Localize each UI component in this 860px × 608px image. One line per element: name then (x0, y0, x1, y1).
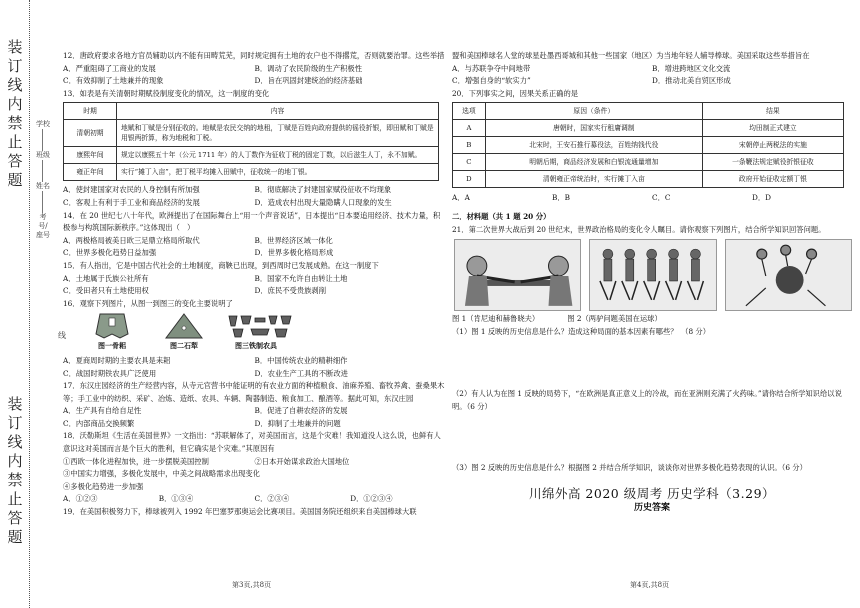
q19-option-a: A．与苏联争夺中间地带 (452, 63, 531, 73)
q15-stem: 15．有人指出，它是中国古代社会的土地制度，商鞅已出现，到西周时已发展成熟。在这一制度下 (63, 260, 379, 270)
table-row: D 清朝雍正帝统治时，实行摊丁入亩 政府开始征收定额丁银 (453, 171, 844, 188)
q18-statement-2: ②日本开始谋求政治大国地位 (254, 456, 350, 466)
q21-caption-2: 图 2（两驴问题美国在运球） (567, 314, 662, 324)
q21-caption-1: 图 1（肯尼迪和赫鲁晓夫） (452, 314, 540, 324)
q20-header-result: 结果 (702, 103, 843, 120)
q20-table (452, 102, 844, 188)
q12-option-a: A．严重阻碍了工商业的发展 (63, 63, 156, 73)
q18-statement-4: ④多极化趋势进一步加强 (63, 481, 144, 491)
bone-spade-image (90, 312, 134, 340)
q15-option-b: B．国家不允许自由转让土地 (254, 273, 348, 283)
q17-option-b: B．促进了自耕农经济的发展 (254, 406, 348, 416)
student-info-fields (36, 120, 50, 240)
cartoon-ball-figures-image (725, 239, 852, 311)
q14-option-b: B．世界经济区域一体化 (254, 235, 333, 245)
q20-stem: 20．下列事实之间，因果关系正确的是 (452, 88, 579, 98)
q18-option-b: B．①③④ (158, 494, 194, 504)
question-19-continued (452, 50, 852, 88)
q18-option-c: C．②③④ (254, 494, 290, 504)
q20-option-c: C．C (652, 193, 671, 203)
q17-stem: 17．东汉庄园经济的生产经营内容，从寺元官营书中能证明的有农业方面的种植粮食、油麻养殖、畜牧养禽、蚕桑果木等；手工业中的纺织、采矿、冶炼、造纸、农具、车辆、陶器制造、粮食加工、酿酒等。据此可知，东汉庄园 (63, 381, 445, 403)
q16-caption-1: 图一骨耜 (98, 341, 126, 351)
answer-section-title: 川绵外高 2020 级周考 历史学科（3.29） (528, 486, 776, 502)
iron-tools-image (225, 312, 295, 340)
q18-statement-1: ①西欧一体化进程加快，进一步摆脱美国控制 (63, 456, 209, 466)
page-number-right: 第4页,共8页 (630, 581, 670, 589)
q21-subquestion-2: （2）有人认为在图 1 反映的局势下，“在欧洲是真正意义上的冷战，而在亚洲则充满了火药味。”请你结合所学知识给以说明。（6 分） (452, 389, 842, 411)
table-row: 康熙年间 规定以康熙五十年（公元 1711 年）的人丁数作为征收丁税的固定丁数，以后滋生人丁，永不加赋。 (64, 147, 439, 164)
q21-images (454, 239, 852, 311)
q16-caption-3: 图三铁制农具 (235, 341, 277, 351)
q16-images (81, 312, 446, 353)
q13-option-a: A．使封建国家对农民的人身控制有所加强 (63, 185, 200, 195)
q18-stem: 18．沃勒斯坦《生活在美国世界》一文指出：“苏联解体了，对美国而言，这是个灾难！我知道没人这么说，也鲜有人意识这对美国而言是个巨大的胜利，但它确实是个灾难。”其原因有 (63, 431, 441, 454)
q20-header-option: 选项 (453, 103, 486, 120)
q18-option-a: A．①②③ (63, 494, 98, 504)
cartoon-marching-figures-image (589, 239, 716, 311)
q16-option-c: C．战国时期铁农具广泛使用 (63, 368, 157, 378)
q19-option-b: B．增进跨地区文化交流 (652, 63, 731, 73)
q19-stem-cont: 盟和美国棒球名人堂的球星赴墨西哥城和其他一些国家（地区）为当地年轻人辅导棒球。美国采取这些举措旨在 (452, 51, 810, 60)
page-number-left: 第3页,共8页 (232, 581, 272, 589)
q16-option-a: A．夏商周时期的主要农具是耒耜 (63, 355, 171, 365)
question-16 (63, 298, 446, 380)
q14-option-a: A．两极格局被美日欧三足鼎立格局所取代 (63, 235, 200, 245)
q14-option-c: C．世界多极化趋势日益加强 (63, 248, 157, 258)
q12-option-c: C．有效抑制了土地兼并的现象 (63, 76, 164, 86)
seal-warning-top: 装订线内禁止答题 (7, 38, 23, 189)
question-21 (452, 224, 852, 475)
q13-option-b: B．彻底解决了封建国家赋役征收不均现象 (254, 185, 392, 195)
q15-option-c: C．受田者只有土地使用权 (63, 286, 149, 296)
stone-plough-image (162, 312, 206, 340)
q21-stem: 21．第二次世界大战后到 20 世纪末，世界政治格局的变化令人瞩目。请你观察下列图片，结合所学知识回答问题。 (452, 224, 826, 234)
page-4-column (452, 50, 852, 514)
q19-option-c: C．增强自身的“软实力” (452, 76, 531, 86)
q19-option-d: D．推动北美自贸区形成 (652, 76, 731, 86)
question-14 (63, 210, 446, 260)
section-heading-material: 二．材料题（共 1 题 20 分） (452, 211, 551, 221)
q12-option-d: D．旨在巩固封建统治的经济基础 (254, 76, 363, 86)
q16-option-b: B．中国传统农业的精耕细作 (254, 355, 348, 365)
q13-header-era: 时期 (64, 103, 117, 120)
question-20 (452, 88, 852, 205)
question-15 (63, 260, 446, 298)
q21-subquestion-1: （1）图 1 反映的历史信息是什么？造成这种局面的基本因素有哪些？ （8 分） (452, 326, 711, 336)
question-17 (63, 380, 446, 430)
table-row: 清朝初期 地赋和丁赋是分别征收的。地赋是农民交纳的地租，丁赋是百姓向政府提供的徭役折银，即田赋和丁赋是用银两折算，称为地税和丁税。 (64, 120, 439, 147)
q17-option-d: D．抑制了土地兼并的问题 (254, 418, 341, 428)
table-row: B 北宋时，王安石推行募役法，百姓纳钱代役 宋朝停止两税法的实施 (453, 137, 844, 154)
seal-warning-bottom: 装订线内禁止答题 (7, 395, 23, 546)
q15-option-d: D．庶民不受贵族剥削 (254, 286, 327, 296)
field-class: 班级 (36, 151, 50, 159)
q16-figure-1 (81, 312, 143, 353)
q17-option-a: A．生产具有自给自足性 (63, 406, 142, 416)
page-3-column (63, 50, 446, 519)
q18-option-d: D．①②③④ (350, 494, 393, 504)
answer-section-subtitle: 历史答案 (633, 502, 670, 513)
q20-option-d: D．D (752, 193, 771, 203)
q14-stem: 14．在 20 世纪七八十年代，欧洲提出了在国际舞台上“用一个声音说话”，日本提出“日本要追用经济、技术力量，积极参与构筑国际新秩序。”这体现出（ ） (63, 210, 441, 233)
table-row: A 唐朝时，国家实行租庸调制 均田制正式建立 (453, 120, 844, 137)
q20-option-b: B．B (552, 193, 571, 203)
question-18 (63, 430, 446, 506)
q12-option-b: B．调动了农民阶级的生产积极性 (254, 63, 363, 73)
field-school: 学校 (36, 120, 50, 128)
q16-figure-2 (153, 312, 215, 353)
q15-option-a: A．土地属于氏族公社所有 (63, 273, 149, 283)
q21-subquestion-3: （3）图 2 反映的历史信息是什么？根据图 2 并结合所学知识，谈谈你对世界多极化趋势表现的认识。（6 分） (452, 462, 807, 472)
q13-option-d: D．造成农村出现大量隐瞒人口现象的发生 (254, 197, 392, 207)
q13-stem: 13．如表是有关清朝时期赋役制度变化的情况，这一制度的变化 (63, 88, 270, 98)
table-row: 雍正年间 实行“摊丁入亩”，把丁税平均摊入田赋中，征收统一的地丁银。 (64, 164, 439, 181)
q17-option-c: C．内部商品交换频繁 (63, 418, 135, 428)
q20-option-a: A．A (452, 193, 470, 203)
q13-option-c: C．客观上有利于手工业和商品经济的发展 (63, 197, 200, 207)
table-row: C 明朝后期，商品经济发展和白银流通量增加 一条鞭法规定赋役折银征收 (453, 154, 844, 171)
q16-option-d: D．农业生产工具的不断改进 (254, 368, 348, 378)
q18-statement-3: ③中国实力增强，多极化发展中，中美之间战略需求出现变化 (63, 469, 261, 479)
q16-caption-2: 图二石犁 (170, 341, 198, 351)
field-name: 姓名 (36, 182, 50, 190)
field-exam-number: 考号/座号 (36, 213, 50, 239)
q13-table (63, 102, 439, 181)
binding-line-mark: 线 (58, 331, 66, 340)
q14-option-d: D．世界多极化格局形成 (254, 248, 334, 258)
q20-header-cause: 原因（条件） (485, 103, 702, 120)
q19-stem-start: 19．在美国积极努力下，棒球被列入 1992 年巴塞罗那奥运会比赛项目。美国国务院还组织来自美国棒球大联 (63, 507, 417, 517)
q12-stem: 12．唐政府要求各地方官员辅助以内不能有田畴荒芜，同时规定拥有土地的农户也不得撂荒，否则就要治罪。这些举措 (63, 51, 445, 60)
question-13 (63, 88, 446, 210)
binding-margin (0, 0, 58, 608)
binding-dotted-line (29, 0, 30, 608)
question-12 (63, 50, 446, 88)
q16-figure-3 (225, 312, 287, 353)
cartoon-kennedy-khrushchev-image (454, 239, 581, 311)
q16-stem: 16．观察下列图片，从图一到图三的变化主要说明了 (63, 298, 233, 308)
q13-header-content: 内容 (117, 103, 439, 120)
